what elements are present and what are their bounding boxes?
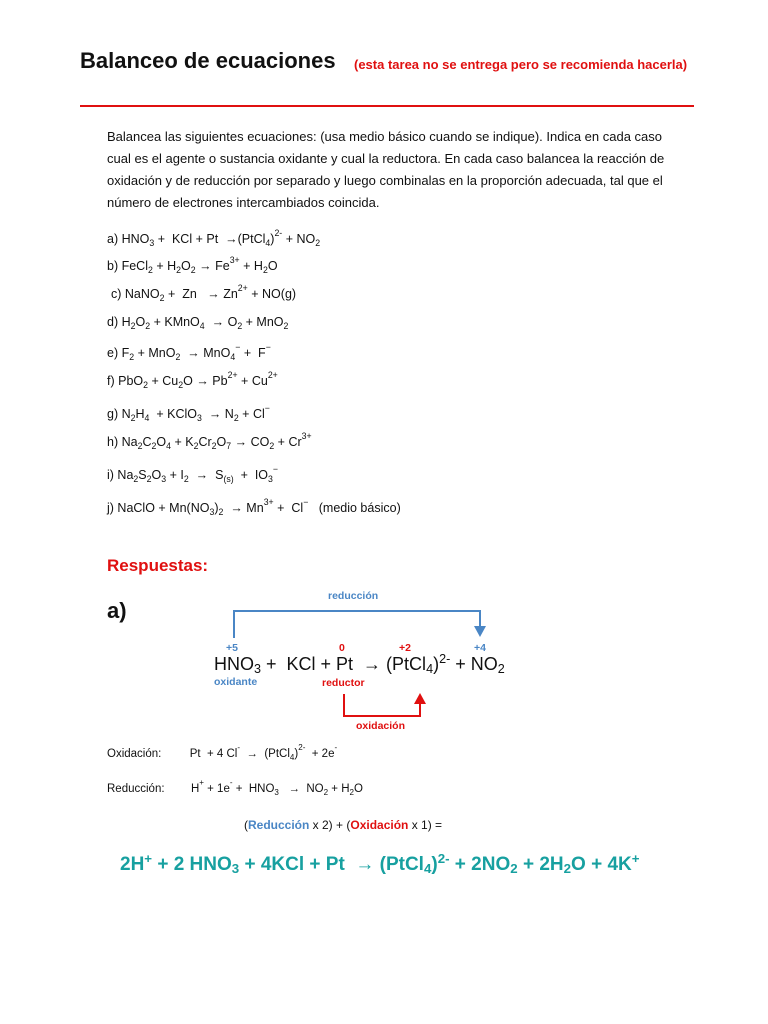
reduction-bracket	[234, 611, 480, 638]
reduction-half-reaction: Reducción: $H^+ + 1e^- + HNO_3 \to NO_2 + H_2O$	[107, 778, 363, 797]
answer-part-label: a)	[107, 598, 127, 623]
answers-heading: Respuestas:	[107, 556, 209, 575]
page-title: Balanceo de ecuaciones	[80, 48, 336, 73]
oxidation-half-reaction: Oxidación: Pt + 4 Cl- → (PtCl$_4$)$^{2-}$ + 2e-	[107, 743, 338, 762]
homework-note: (esta tarea no se entrega pero se recomienda hacerla)	[354, 57, 688, 72]
combination-line: (Reducción x 2) + (Oxidación x 1) =	[244, 818, 443, 832]
combination-oxidation-word: Oxidación	[350, 818, 409, 832]
ox-number-pt-product: +2	[399, 642, 411, 654]
reduction-arrowhead	[474, 626, 486, 637]
equation-d: d) $H_2O_2$ + KMnO$_4$ → $O_2 + MnO_2$	[107, 315, 289, 331]
equation-b: b) FeCl$_2$ + $H_2O_2 \to Fe^{3+} + H_2O$	[107, 255, 278, 275]
equation-g: g) $N_2H_4$ + KClO$_3$ → $N_2 + Cl^-$	[107, 403, 270, 423]
combination-reduction-word: Reducción	[248, 818, 310, 832]
oxidation-half-label: Oxidación:	[107, 748, 162, 760]
equation-e: e) $F_2 + MnO_2 \to MnO_4^- + F^-$	[107, 342, 271, 362]
equation-c: c) NaNO$_2$ + $Zn \to Zn^{2+} + NO(g)$	[111, 283, 297, 303]
reduction-half-label: Reducción:	[107, 783, 165, 795]
oxidation-label: oxidación	[356, 720, 406, 732]
basic-medium-note: (medio básico)	[318, 501, 401, 515]
equation-h: h) $Na_2C_2O_4 + K_2Cr_2O_7 \to CO_2 + Cr^{3+}$	[107, 431, 312, 451]
final-balanced-equation: 2H+ + 2 $HNO_3 + 4KCl + Pt$ → (PtCl$_4$)$^{2-}$ + $2NO_2 + 2H_2O + 4K^+$	[120, 851, 640, 876]
reduction-label: reducción	[328, 590, 379, 602]
main-redox-equation: $HNO_3$ + KCl + Pt → (PtCl$_4$)$^{2-}$ + $NO_2$	[214, 652, 505, 676]
oxidation-arrowhead	[414, 693, 426, 704]
ox-number-pt-reactant: 0	[339, 642, 345, 654]
equation-f: f) $PbO_2 + Cu_2O \to Pb^{2+} + Cu^{2+}$	[107, 370, 278, 390]
equation-i: i) $Na_2S_2O_3 + I_2 \to S_{(s)} + IO_3^-$	[107, 464, 279, 484]
oxidation-bracket	[344, 694, 420, 716]
instructions-paragraph: Balancea las siguientes ecuaciones: (usa medio básico cuando se indique). Indica en cada caso cual es el agente o sustancia oxidante y cual la reductora. En cada caso balancea la reacción de oxidación y de reducción por separado y luego combinalas en la proporción adecuada, tal que el número de electrones intercambiados coincida.	[107, 129, 665, 210]
oxidant-label: oxidante	[214, 676, 258, 688]
ox-number-n-product: +4	[474, 642, 486, 654]
ox-number-n-reactant: +5	[226, 642, 238, 654]
equation-j: j) NaClO + $Mn(NO_3)_2 \to Mn^{3+} + Cl^-$ (medio básico)	[107, 497, 401, 517]
equation-a: a) $HNO_3$ + KCl + Pt →(PtCl$_4$)$^{2-}$ + $NO_2$	[107, 228, 321, 248]
reductant-label: reductor	[322, 677, 365, 689]
